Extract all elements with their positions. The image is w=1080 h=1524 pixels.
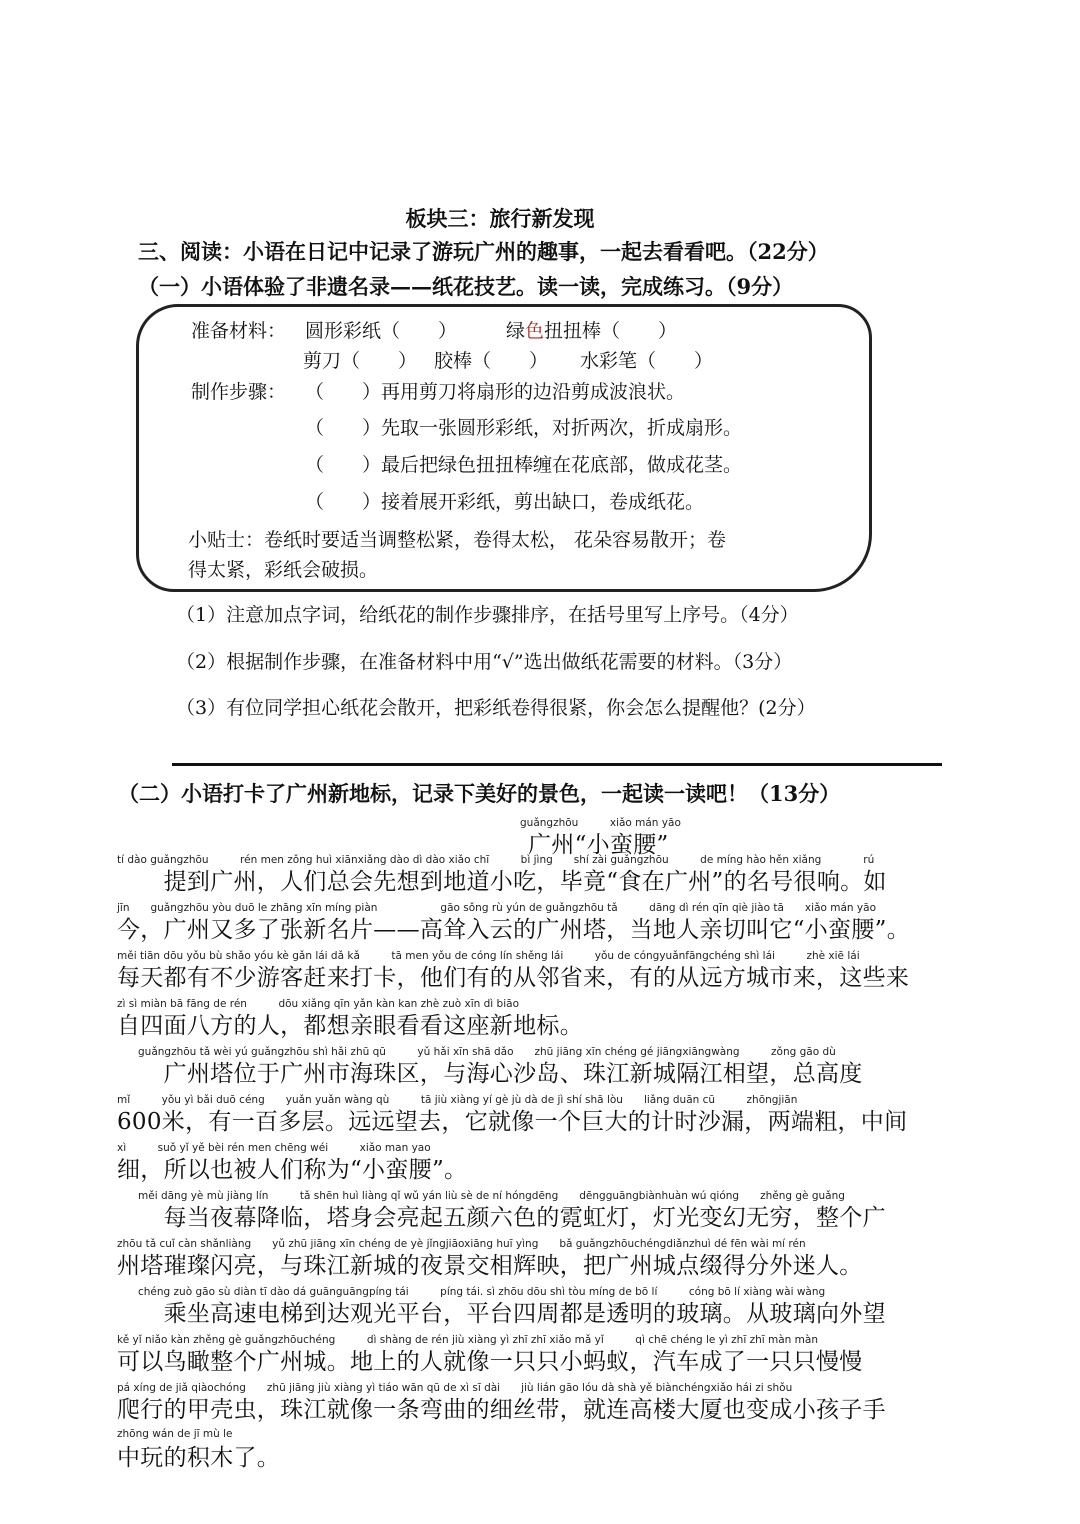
article-title: 广州“小蛮腰” [528,832,669,858]
pinyin-line: kě yǐ niǎo kàn zhěng gè guǎngzhōuchéng dì shàng de rén jiù xiàng yì zhī zhī xiǎo mǎ yǐ qì chē chéng le yì zhī zhī màn màn [117,1334,818,1346]
pinyin-line: xì suǒ yǐ yě bèi rén men chēng wéi xiǎo man yao [117,1142,431,1154]
pinyin-line: zhōng wán de jī mù le [117,1428,233,1440]
pinyin-line: jīn guǎngzhōu yòu duō le zhāng xīn míng piàn gāo sǒng rù yún de guǎngzhōu tǎ dāng dì rén qīn qiè jiào tā xiǎo mán yāo [117,902,876,914]
text-line: 广州塔位于广州市海珠区，与海心沙岛、珠江新城隔江相望，总高度 [117,1061,863,1087]
material-round-paper: 圆形彩纸（ ） [305,320,458,342]
text-line: 提到广州，人们总会先想到地道小吃，毕竟“食在广州”的名号很响。如 [117,869,887,895]
text-line: 州塔璀璨闪亮，与珠江新城的夜景交相辉映，把广州城点缀得分外迷人。 [117,1253,863,1279]
text-line: 自四面八方的人，都想亲眼看看这座新地标。 [117,1013,583,1039]
question-3-heading: 三、阅读：小语在日记中记录了游玩广州的趣事，一起去看看吧。（22分） [138,239,829,264]
pinyin-line: zì sì miàn bā fāng de rén dōu xiǎng qīn yǎn kàn kan zhè zuò xīn dì biāo [117,998,519,1010]
answer-line [172,763,942,766]
question-1: （1）注意加点字词，给纸花的制作步骤排序，在括号里写上序号。（4分） [176,604,799,626]
step-item: （ ）再用剪刀将扇形的边沿剪成波浪状。 [305,381,686,403]
material-green-stick [506,316,677,343]
question-2: （2）根据制作步骤，在准备材料中用“√”选出做纸花需要的材料。（3分） [176,651,793,673]
text-line: 600米，有一百多层。远远望去，它就像一个巨大的计时沙漏，两端粗，中间 [117,1109,908,1135]
pinyin-line: zhōu tǎ cuǐ càn shǎnliàng yǔ zhū jiāng xīn chéng de yè jǐngjiāoxiāng huī yìng bǎ guǎngzhōuchéngdiǎnzhuì dé fēn wài mí rén [117,1238,806,1250]
part-2-heading: （二）小语打卡了广州新地标，记录下美好的景色，一起读一读吧！（13分） [118,781,841,806]
tip-line-1: 小贴士：卷纸时要适当调整松紧，卷得太松， 花朵容易散开；卷 [188,529,727,551]
pinyin-line: chéng zuò gāo sù diàn tī dào dá guānguāngpíng tái píng tái. sì zhōu dōu shì tòu míng de bō lí cóng bō lí xiàng wài wàng [117,1286,826,1298]
tip-line-2: 得太紧，彩纸会破损。 [188,559,379,581]
material-watercolor-pen: 水彩笔（ ） [580,350,714,372]
text-line: 爬行的甲壳虫，珠江就像一条弯曲的细丝带，就连高楼大厦也变成小孩子手 [117,1397,886,1423]
steps-label: 制作步骤： [191,381,287,403]
text-line: 可以鸟瞰整个广州城。地上的人就像一只只小蚂蚁，汽车成了一只只慢慢 [117,1349,863,1375]
text-line: 细，所以也被人们称为“小蛮腰”。 [117,1157,468,1183]
step-item: （ ）先取一张圆形彩纸，对折两次，折成扇形。 [305,417,743,439]
pinyin-line: měi tiān dōu yǒu bù shǎo yóu kè gǎn lái dǎ kǎ tā men yǒu de cóng lín shěng lái yǒu de cóngyuǎnfāngchéng shì lái zhè xiē lái [117,950,860,962]
part-1-heading: （一）小语体验了非遗名录——纸花技艺。读一读，完成练习。（9分） [138,274,794,299]
text-line: 乘坐高速电梯到达观光平台，平台四周都是透明的玻璃。从玻璃向外望 [117,1301,886,1327]
pinyin-line: mǐ yǒu yì bǎi duō céng yuǎn yuǎn wàng qù tā jiù xiàng yí gè jù dà de jì shí shā lòu liǎng duān cū zhōngjiān [117,1094,798,1106]
materials-label: 准备材料： [191,320,287,342]
material-scissors: 剪刀（ ） [303,350,418,372]
pinyin-line: měi dāng yè mù jiàng lín tǎ shēn huì liàng qǐ wǔ yán liù sè de ní hóngdēng dēngguāngbiànhuàn wú qióng zhěng gè guǎng [117,1190,845,1202]
text-line: 今，广州又多了张新名片——高耸入云的广州塔，当地人亲切叫它“小蛮腰”。 [117,917,911,943]
text-line: 中玩的积木了。 [117,1445,281,1471]
text-line: 每天都有不少游客赶来打卡，他们有的从邻省来，有的从远方城市来，这些来 [117,965,910,991]
pinyin-line: tí dào guǎngzhōu rén men zǒng huì xiānxiǎng dào dì dào xiǎo chī bì jìng shí zài guǎngzhōu de míng hào hěn xiǎng rú [117,854,875,866]
text-line: 每当夜幕降临，塔身会亮起五颜六色的霓虹灯，灯光变幻无穷，整个广 [117,1205,886,1231]
section-title: 板块三：旅行新发现 [405,206,595,231]
step-item: （ ）最后把绿色扭扭棒缠在花底部，做成花茎。 [305,454,743,476]
pinyin-line: guǎngzhōu tǎ wèi yú guǎngzhōu shì hǎi zhū qū yǔ hǎi xīn shā dǎo zhū jiāng xīn chéng gé jiāngxiāngwàng zǒng gāo dù [117,1046,836,1058]
material-color-char: 色 [525,320,545,342]
step-item: （ ）接着展开彩纸，剪出缺口，卷成纸花。 [305,491,705,513]
question-3: （3）有位同学担心纸花会散开，把彩纸卷得很紧，你会怎么提醒他？(2分） [176,697,816,719]
article-title-pinyin: guǎngzhōu xiǎo mán yāo [520,817,681,829]
material-stick-text: 扭扭棒（ ） [544,320,678,342]
pinyin-line: pá xíng de jiǎ qiàochóng zhū jiāng jiù xiàng yì tiáo wān qū de xì sī dài jiù lián gāo lóu dà shà yě biànchéngxiǎo hái zi shǒu [117,1382,793,1394]
material-green-char: 绿 [506,320,526,342]
material-glue: 胶棒（ ） [434,350,549,372]
